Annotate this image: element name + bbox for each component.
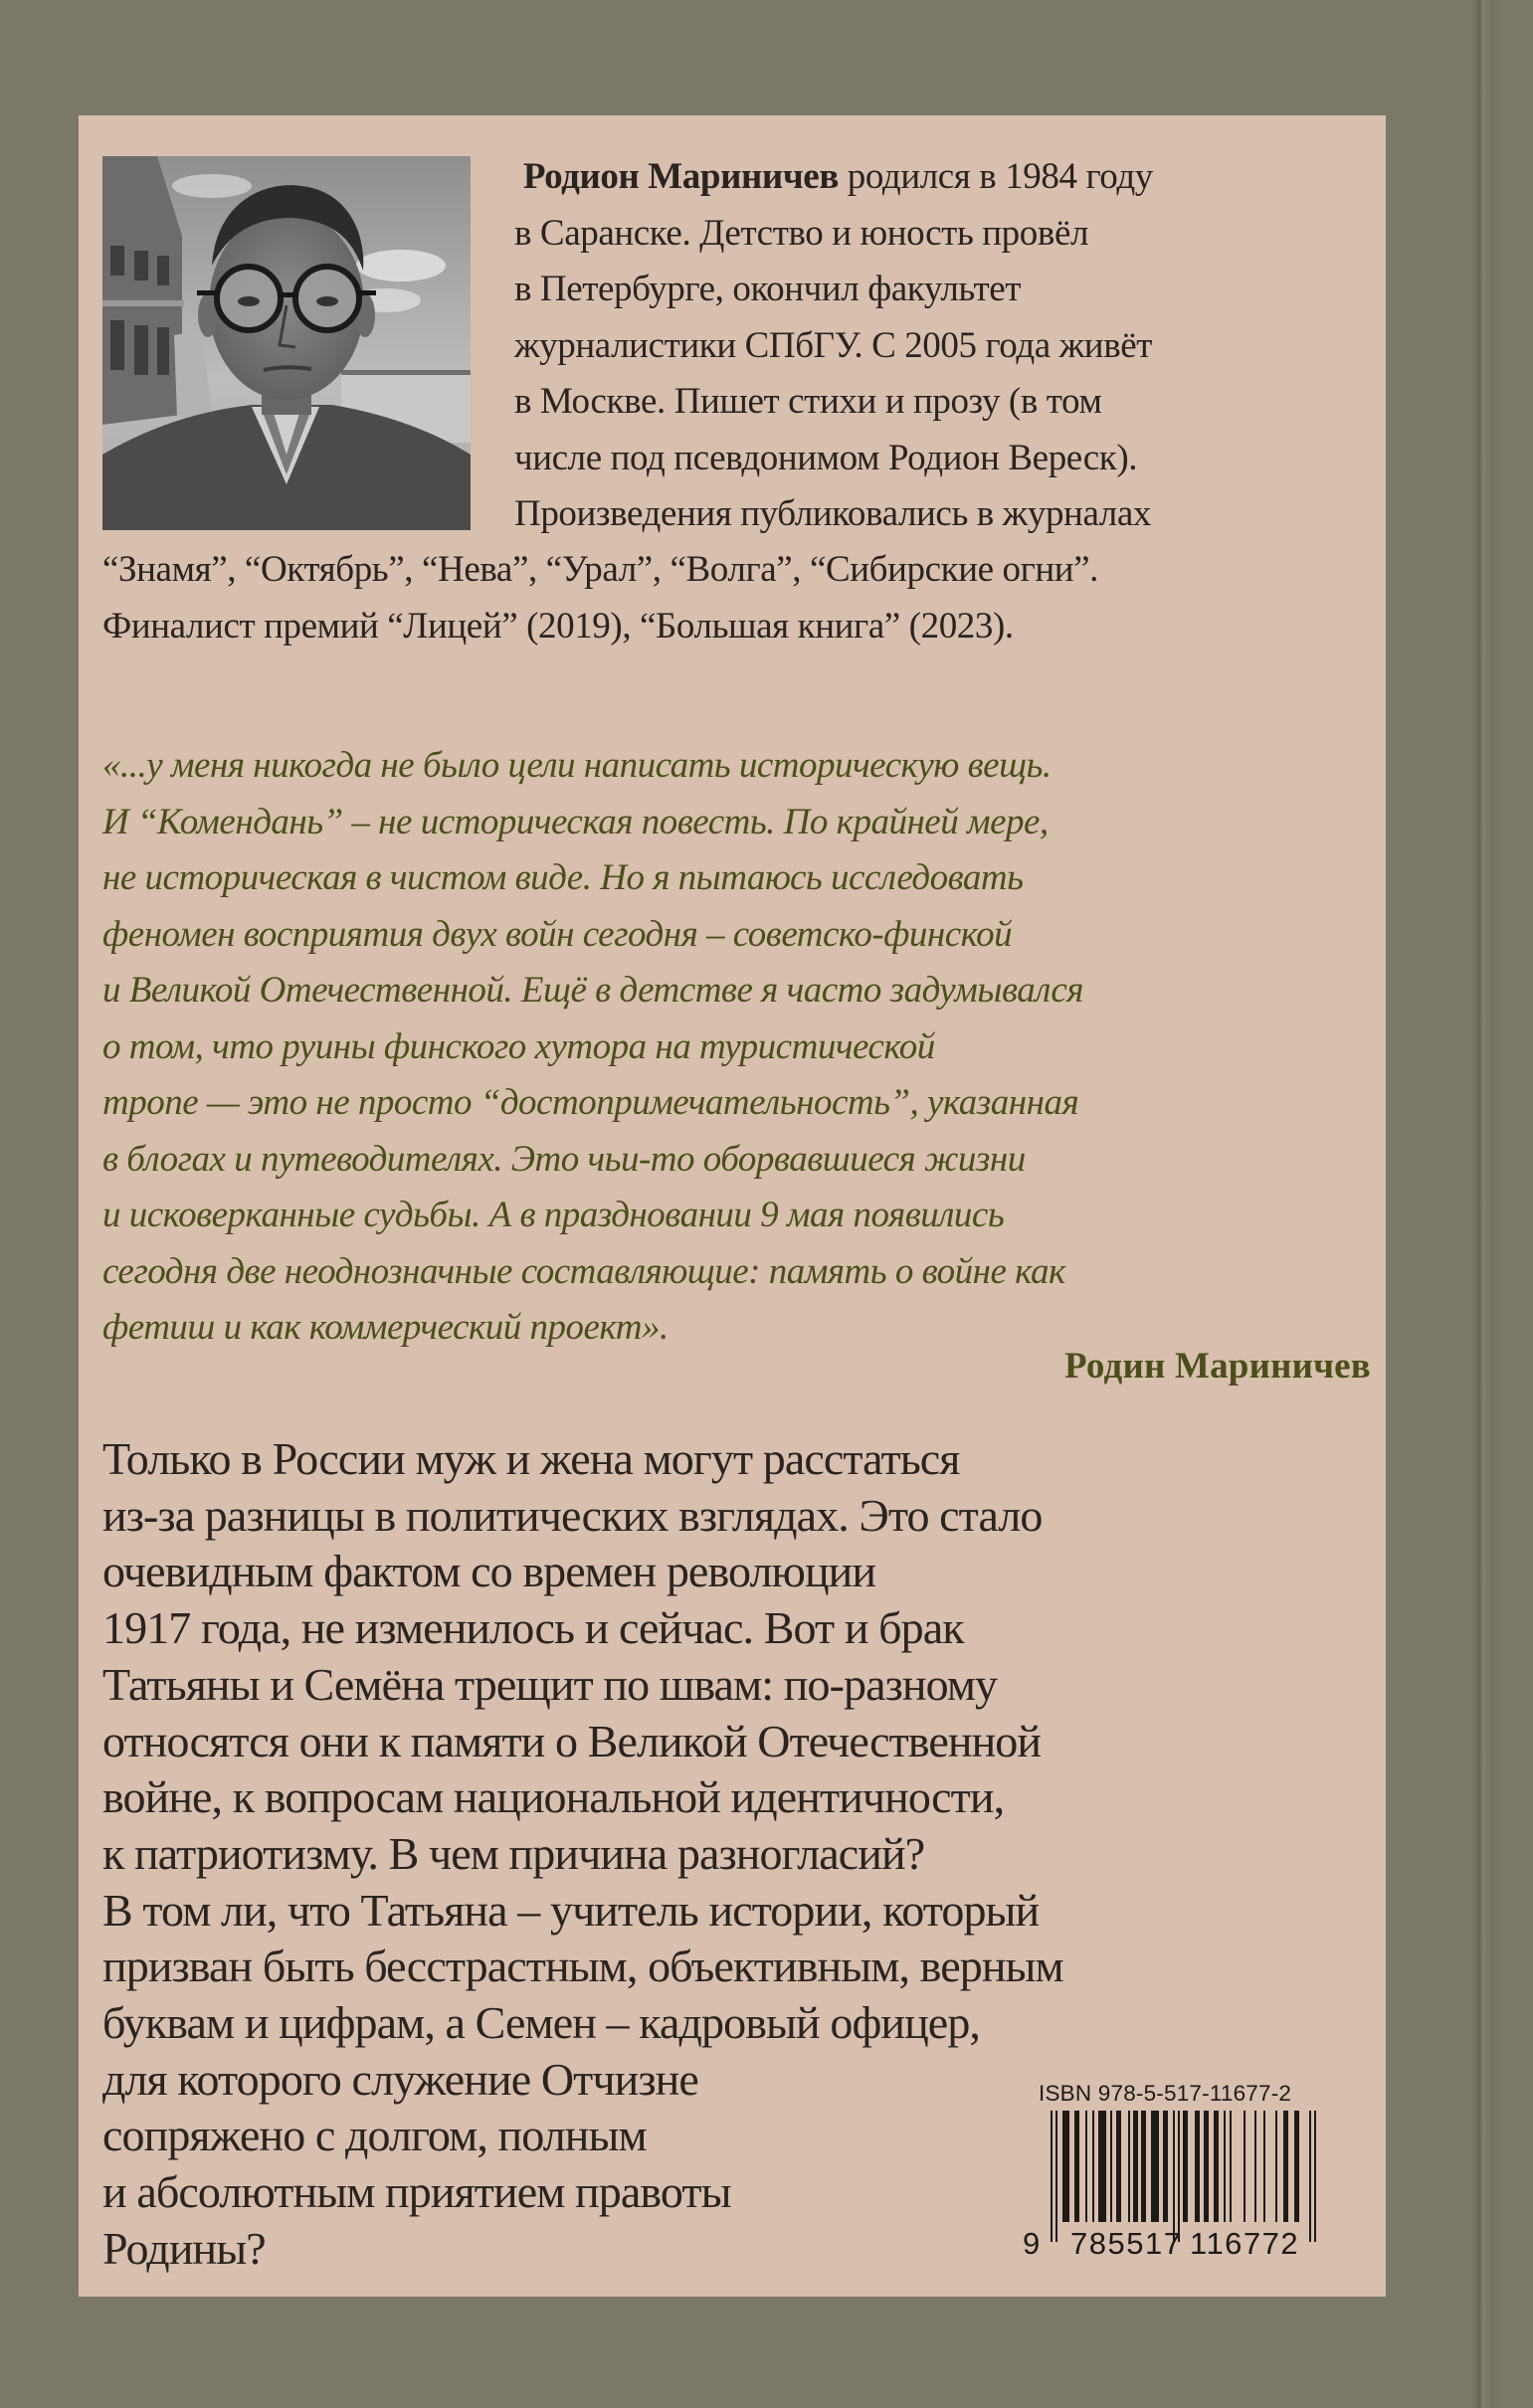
bio-line: Финалист премий “Лицей” (2019), “Большая книга” (2023).: [102, 605, 1014, 647]
blurb-line: войне, к вопросам национальной идентичности,: [102, 1771, 1005, 1823]
author-bio: [514, 149, 1370, 543]
author-name: Родион Мариничев: [522, 156, 839, 197]
quote-line: сегодня две неоднозначные составляющие: память о войне как: [102, 1250, 1065, 1292]
blurb-line: Татьяны и Семёна трещит по швам: по-разному: [102, 1658, 998, 1710]
isbn-barcode-block: [1021, 2081, 1379, 2280]
barcode-digit-first: 9: [1023, 2226, 1042, 2261]
isbn-label: ISBN 978-5-517-11677-2: [1039, 2081, 1292, 2106]
barcode-digits-left: 785517: [1070, 2226, 1183, 2261]
blurb-line: 1917 года, не изменилось и сейчас. Вот и брак: [102, 1602, 964, 1654]
quote-line: о том, что руины финского хутора на туристической: [102, 1025, 935, 1067]
blurb-line: к патриотизму. В чем причина разногласий?: [102, 1827, 925, 1879]
bio-line: Произведения публиковались в журналах: [514, 493, 1151, 534]
blurb-line: Родины?: [102, 2222, 266, 2274]
quote-attribution: Родин Мариничев: [1064, 1346, 1371, 1387]
bio-line: в Саранске. Детство и юность провёл: [514, 212, 1089, 254]
blurb-line: Только в России муж и жена могут расстаться: [102, 1433, 960, 1484]
blurb-line: относятся они к памяти о Великой Отечественной: [102, 1715, 1042, 1766]
quote-line: фетиш и как коммерческий проект».: [102, 1307, 669, 1348]
spine-hinge: [1478, 0, 1488, 2408]
author-bio-continued: [102, 542, 1376, 654]
bio-line: Родион Мариничев родился в 1984 году: [522, 156, 1153, 197]
bio-line: в Петербурге, окончил факультет: [514, 269, 1022, 309]
bio-line: “Знамя”, “Октябрь”, “Нева”, “Урал”, “Волга”, “Сибирские огни”.: [102, 549, 1099, 590]
blurb-line: из-за разницы в политических взглядах. Это стало: [102, 1489, 1043, 1541]
author-photo: [102, 156, 471, 530]
quote-line: феномен восприятия двух войн сегодня – советско-финской: [102, 913, 1013, 955]
blurb-line: В том ли, что Татьяна – учитель истории, который: [102, 1884, 1040, 1936]
bio-line: числе под псевдонимом Родион Вереск).: [514, 437, 1138, 478]
blurb-line: очевидным фактом со времен революции: [102, 1546, 876, 1597]
blurb-line: для которого служение Отчизне: [102, 2053, 698, 2105]
barcode-digits-right: 116772: [1190, 2226, 1300, 2261]
bio-line: в Москве. Пишет стихи и прозу (в том: [514, 381, 1102, 422]
author-quote: [102, 738, 1376, 1357]
quote-line: и Великой Отечественной. Ещё в детстве я часто задумывался: [102, 970, 1083, 1011]
quote-line: в блогах и путеводителях. Это чьи-то оборвавшиеся жизни: [102, 1138, 1026, 1180]
blurb-line: и абсолютным приятием правоты: [102, 2166, 731, 2218]
bio-line: журналистики СПбГУ. С 2005 года живёт: [514, 324, 1153, 366]
quote-line: и исковерканные судьбы. А в праздновании 9 мая появились: [102, 1195, 1005, 1235]
quote-line: тропе — это не просто “достопримечательность”, указанная: [102, 1082, 1079, 1123]
quote-line: не историческая в чистом виде. Но я пытаюсь исследовать: [102, 857, 1024, 898]
blurb-line: сопряжено с долгом, полным: [102, 2110, 647, 2161]
blurb-line: призван быть бесстрастным, объективным, верным: [102, 1941, 1063, 1992]
quote-line: «...у меня никогда не было цели написать историческую вещь.: [102, 745, 1052, 786]
content-panel: [79, 115, 1386, 2297]
blurb-line: буквам и цифрам, а Семен – кадровый офицер,: [102, 1997, 981, 2049]
quote-line: И “Комендань” – не историческая повесть. По крайней мере,: [102, 801, 1049, 842]
